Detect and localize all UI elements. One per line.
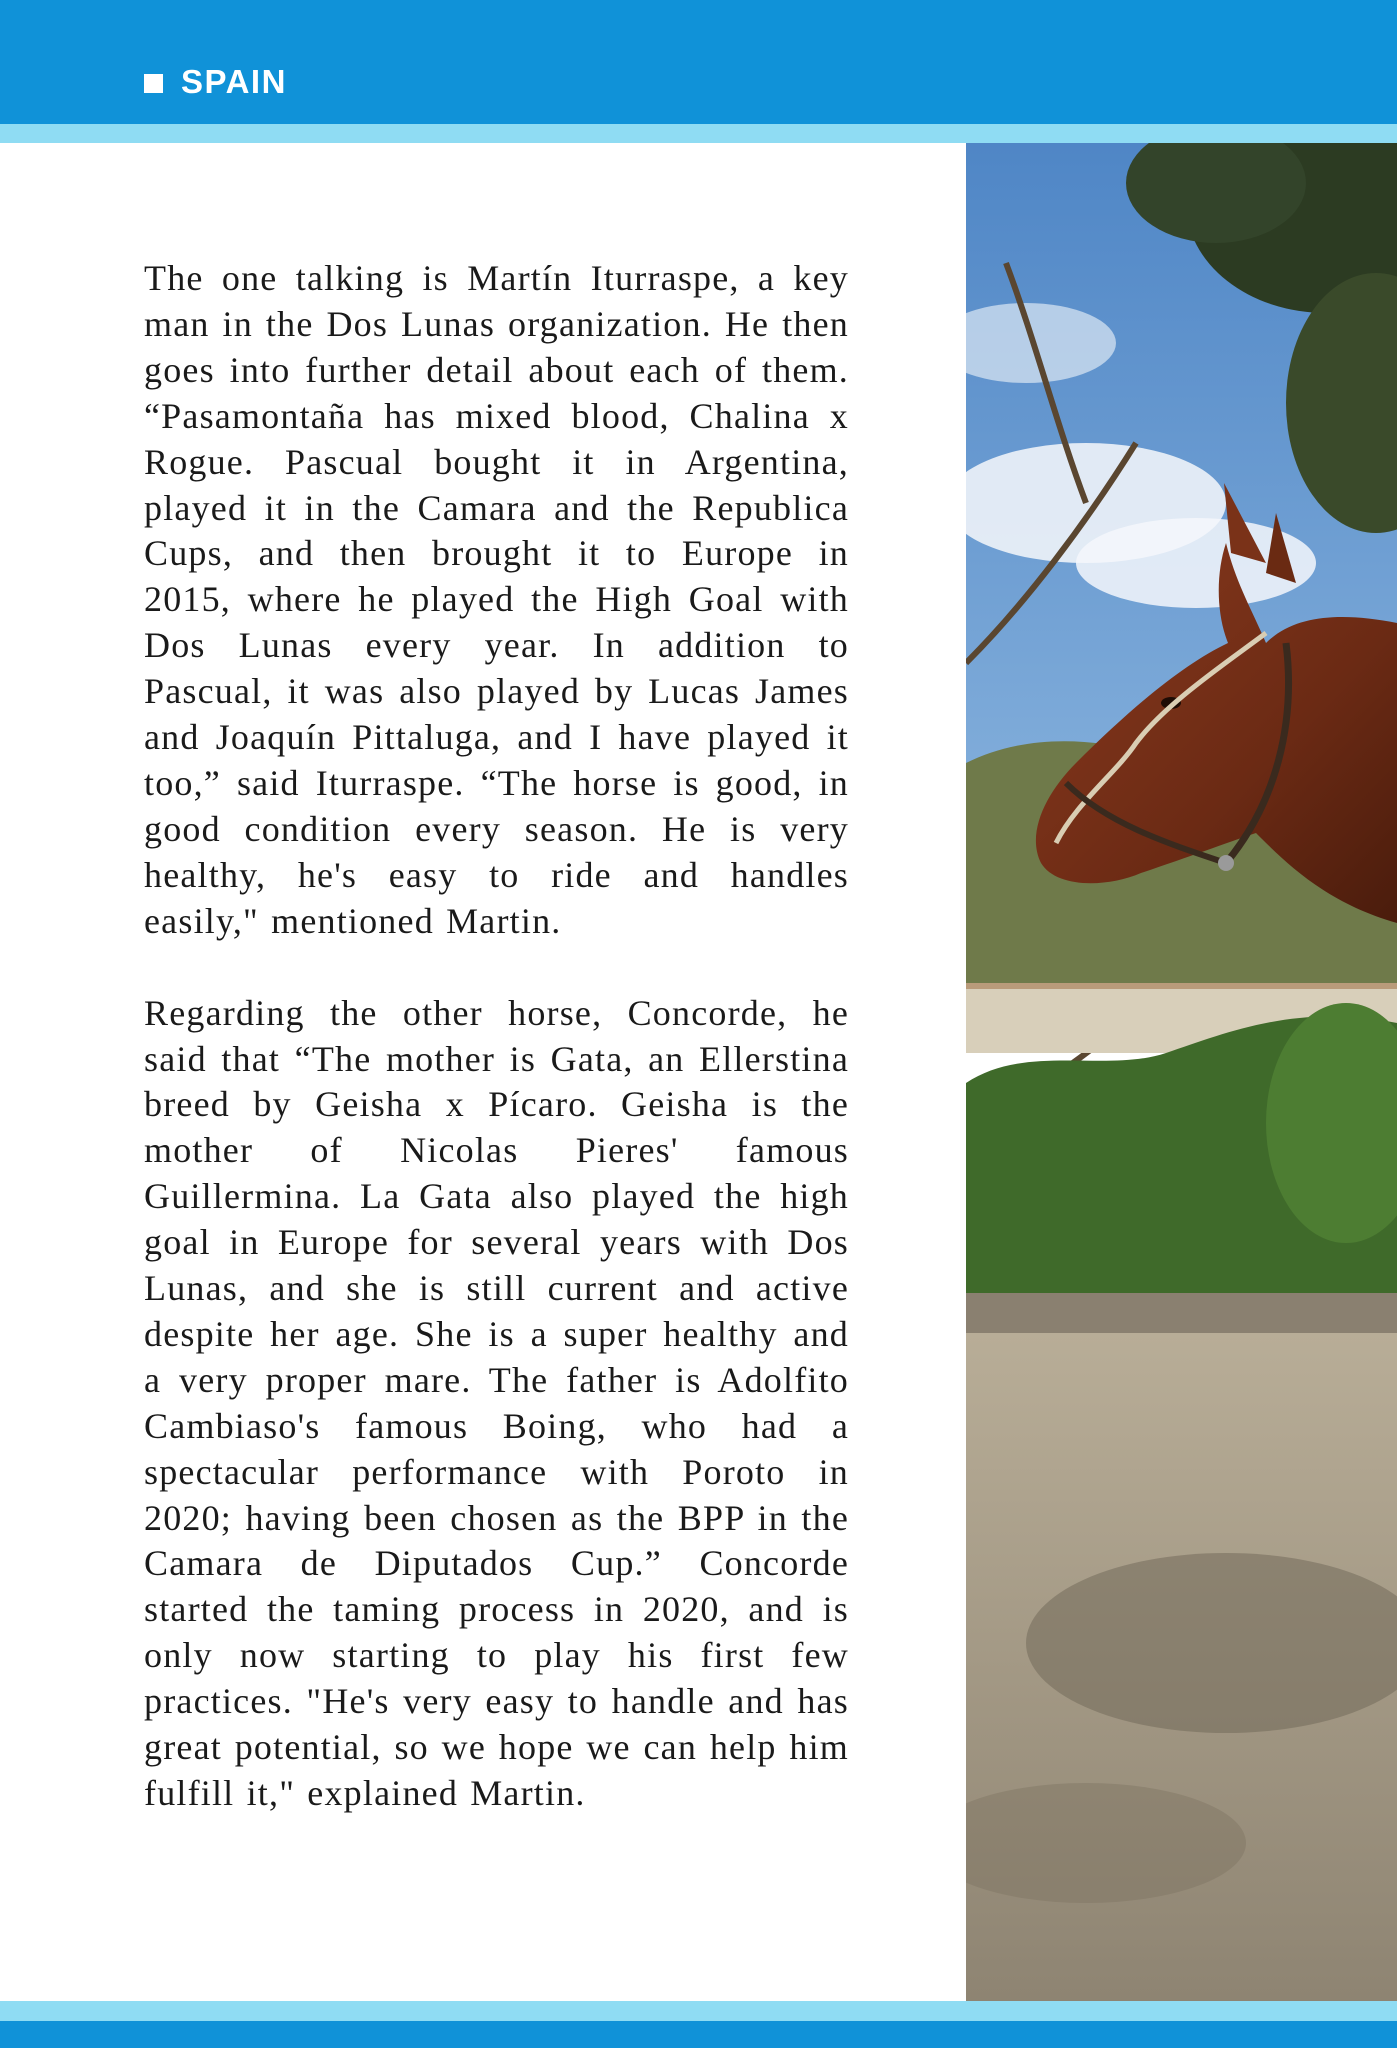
article-paragraph-1: The one talking is Martín Iturraspe, a key man in the Dos Lunas organization. He then goes into further detail about each of them. “Pasamontaña has mixed blood, Chalina x Rogue. Pascual bought it in Argentina, played it in the Camara and the Republica Cups, and then brought it to Europe in 2015, where he played the High Goal with Dos Lunas every year. In addition to Pascual, it was also played by Lucas James and Joaquín Pittaluga, and I have played it too,” said Iturraspe. “The horse is good, in good condition every season. He is very healthy, he's easy to ride and handles easily," mentioned Martin. bbox=[144, 258, 849, 941]
stone-wall bbox=[966, 1293, 1397, 1333]
section-label: SPAIN bbox=[181, 63, 287, 100]
halter-ring bbox=[1218, 855, 1234, 871]
header-accent-stripe bbox=[0, 124, 1397, 143]
footer-accent-stripe bbox=[0, 2001, 1397, 2021]
horse-photo bbox=[966, 143, 1397, 2001]
article-paragraph-2: Regarding the other horse, Concorde, he said that “The mother is Gata, an Ellerstina breed by Geisha x Pícaro. Geisha is the mother of Nicolas Pieres' famous Guillermina. La Gata also played the high goal in Europe for several years with Dos Lunas, and she is still current and active despite her age. She is a super healthy and a very proper mare. The father is Adolfito Cambiaso's famous Boing, who had a spectacular performance with Poroto in 2020; having been chosen as the BPP in the Camara de Diputados Cup.” Concorde started the taming process in 2020, and is only now starting to play his first few practices. "He's very easy to handle and has great potential, so we hope we can help him fulfill it," explained Martin. bbox=[144, 992, 849, 1813]
footer-bar bbox=[0, 2021, 1397, 2048]
article-body bbox=[144, 256, 849, 1863]
square-bullet-icon bbox=[144, 74, 163, 93]
